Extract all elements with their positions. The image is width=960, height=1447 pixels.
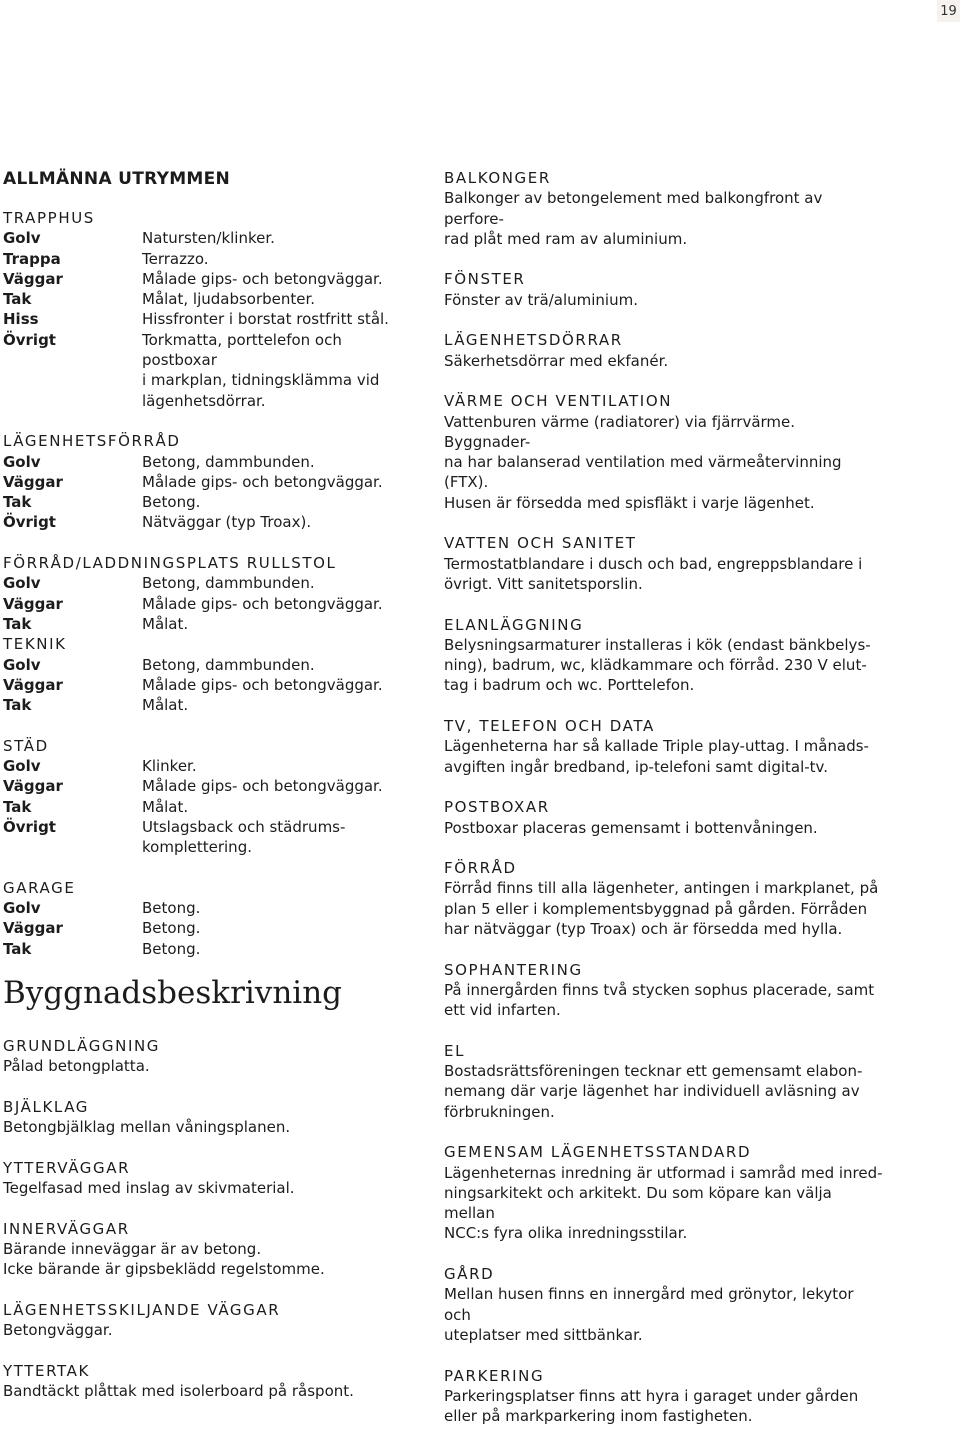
spec-section-elanlaggning xyxy=(444,615,884,696)
section-heading: GÅRD xyxy=(444,1265,495,1284)
bygg-section xyxy=(3,1300,421,1341)
group-trapphus xyxy=(3,208,421,411)
section-text: ning), badrum, wc, klädkammare och förråd. 230 V elut- xyxy=(444,656,867,675)
spec-row xyxy=(3,330,421,411)
section-text: plan 5 eller i komplementsbyggnad på gården. Förråden xyxy=(444,899,868,918)
section-text: Betongväggar. xyxy=(3,1321,113,1340)
section-text: Belysningsarmaturer installeras i kök (endast bänkbelys- xyxy=(444,635,871,654)
section-heading: YTTERTAK xyxy=(3,1361,90,1380)
section-heading: GRUNDLÄGGNING xyxy=(3,1036,161,1055)
spec-row xyxy=(3,512,421,532)
section-heading: INNERVÄGGAR xyxy=(3,1219,130,1238)
section-text: Husen är försedda med spisfläkt i varje lägenhet. xyxy=(444,493,815,512)
spec-section-tv xyxy=(444,716,884,777)
section-text: Förråd finns till alla lägenheter, antingen i markplanet, på xyxy=(444,879,879,898)
section-heading: VATTEN OCH SANITET xyxy=(444,534,637,553)
section-heading: BJÄLKLAG xyxy=(3,1097,90,1116)
section-text: Tegelfasad med inslag av skivmaterial. xyxy=(3,1179,295,1198)
spec-value: Målade gips- och betongväggar. xyxy=(142,472,383,491)
section-text: övrigt. Vitt sanitetsporslin. xyxy=(444,574,643,593)
spec-section-standard xyxy=(444,1142,884,1243)
spec-section-sophantering xyxy=(444,960,884,1021)
spec-key: Golv xyxy=(3,655,41,674)
section-text: har nätväggar (typ Troax) och är försedda med hylla. xyxy=(444,919,843,938)
spec-section-varme xyxy=(444,391,884,513)
group-lagenhetsforrad xyxy=(3,431,421,532)
bygg-section xyxy=(3,1361,421,1402)
spec-key: Golv xyxy=(3,757,41,776)
spec-row xyxy=(3,655,421,675)
spec-key: Golv xyxy=(3,574,41,593)
spec-section-forrad xyxy=(444,858,884,939)
section-heading: EL xyxy=(444,1041,466,1060)
section-heading: PARKERING xyxy=(444,1366,545,1385)
section-text: Bandtäckt plåttak med isolerboard på råspont. xyxy=(3,1382,354,1401)
spec-value: Målat, ljudabsorbenter. xyxy=(142,290,316,309)
group-teknik xyxy=(3,634,421,715)
section-heading: SOPHANTERING xyxy=(444,960,583,979)
spec-value: Betong, dammbunden. xyxy=(142,655,315,674)
spec-key: Övrigt xyxy=(3,330,56,349)
spec-row xyxy=(3,309,421,329)
section-text: na har balanserad ventilation med värmeåtervinning (FTX). xyxy=(444,453,842,492)
spec-value: Målade gips- och betongväggar. xyxy=(142,594,383,613)
spec-value-line: lägenhetsdörrar. xyxy=(142,391,266,410)
spec-key: Väggar xyxy=(3,269,63,288)
section-text: Fönster av trä/aluminium. xyxy=(444,290,638,309)
spec-key: Tak xyxy=(3,493,32,512)
spec-value: Klinker. xyxy=(142,757,197,776)
spec-value: Nätväggar (typ Troax). xyxy=(142,513,312,532)
section-heading: LÄGENHETSSKILJANDE VÄGGAR xyxy=(3,1300,281,1319)
spec-value: Betong, dammbunden. xyxy=(142,452,315,471)
section-text: uteplatser med sittbänkar. xyxy=(444,1325,643,1344)
spec-row xyxy=(3,594,421,614)
spec-key: Tak xyxy=(3,614,32,633)
section-heading: LÄGENHETSDÖRRAR xyxy=(444,331,623,350)
spec-value: Målade gips- och betongväggar. xyxy=(142,675,383,694)
section-title-common-areas: ALLMÄNNA UTRYMMEN xyxy=(3,169,231,189)
section-text: Bostadsrättsföreningen tecknar ett gemensamt elabon- xyxy=(444,1062,863,1081)
spec-value: Betong. xyxy=(142,899,201,918)
section-text: Parkeringsplatser finns att hyra i garaget under gården xyxy=(444,1386,859,1405)
section-heading: POSTBOXAR xyxy=(444,798,550,817)
section-text: Lägenheternas inredning är utformad i samråd med inred- xyxy=(444,1163,883,1182)
section-text: nemang där varje lägenhet har individuell avläsning av xyxy=(444,1082,860,1101)
spec-key: Golv xyxy=(3,229,41,248)
section-text: Lägenheterna har så kallade Triple play-uttag. I månads- xyxy=(444,737,869,756)
spec-value xyxy=(142,330,421,411)
section-text: Betongbjälklag mellan våningsplanen. xyxy=(3,1118,291,1137)
section-heading: YTTERVÄGGAR xyxy=(3,1158,131,1177)
spec-value: Natursten/klinker. xyxy=(142,229,275,248)
group-heading: LÄGENHETSFÖRRÅD xyxy=(3,432,181,451)
spec-value xyxy=(142,817,421,858)
spec-value: Betong, dammbunden. xyxy=(142,574,315,593)
section-text: Termostatblandare i dusch och bad, engreppsblandare i xyxy=(444,554,863,573)
spec-row xyxy=(3,756,421,776)
section-heading: ELANLÄGGNING xyxy=(444,615,584,634)
spec-key: Övrigt xyxy=(3,817,56,836)
spec-value: Målade gips- och betongväggar. xyxy=(142,269,383,288)
spec-value: Betong. xyxy=(142,493,201,512)
section-text: Postboxar placeras gemensamt i bottenvåningen. xyxy=(444,818,818,837)
spec-row xyxy=(3,614,421,634)
group-heading: TEKNIK xyxy=(3,635,67,654)
spec-section-fonster xyxy=(444,269,884,310)
spec-value: Hissfronter i borstat rostfritt stål. xyxy=(142,310,389,329)
section-heading: BALKONGER xyxy=(444,169,551,187)
spec-key: Tak xyxy=(3,939,32,958)
spec-value-line: Utslagsback och städrums- xyxy=(142,817,346,836)
spec-key: Väggar xyxy=(3,777,63,796)
spec-row xyxy=(3,675,421,695)
spec-value: Betong. xyxy=(142,939,201,958)
section-text: eller på markparkering inom fastigheten. xyxy=(444,1407,753,1426)
spec-key: Väggar xyxy=(3,594,63,613)
spec-row xyxy=(3,695,421,715)
spec-section-balkonger xyxy=(444,168,884,249)
bygg-section xyxy=(3,1158,421,1199)
spec-key: Väggar xyxy=(3,472,63,491)
spec-value: Terrazzo. xyxy=(142,249,209,268)
spec-value: Betong. xyxy=(142,919,201,938)
spec-row xyxy=(3,898,421,918)
section-heading: VÄRME OCH VENTILATION xyxy=(444,392,673,411)
spec-key: Golv xyxy=(3,452,41,471)
spec-value-line: i markplan, tidningsklämma vid xyxy=(142,371,380,390)
spec-row xyxy=(3,939,421,959)
spec-section-gard xyxy=(444,1264,884,1345)
spec-key: Väggar xyxy=(3,919,63,938)
spec-section-el xyxy=(444,1041,884,1122)
group-heading: STÄD xyxy=(3,736,49,755)
spec-row xyxy=(3,492,421,512)
spec-key: Tak xyxy=(3,290,32,309)
section-text: På innergården finns två stycken sophus placerade, samt xyxy=(444,980,875,999)
section-text: ett vid infarten. xyxy=(444,1001,561,1020)
group-heading: TRAPPHUS xyxy=(3,209,95,227)
spec-value: Målat. xyxy=(142,614,189,633)
spec-row xyxy=(3,817,421,858)
bygg-section xyxy=(3,1097,421,1138)
spec-row xyxy=(3,776,421,796)
group-stad xyxy=(3,736,421,858)
section-text: Balkonger av betongelement med balkongfront av perfore- xyxy=(444,189,823,228)
spec-key: Tak xyxy=(3,797,32,816)
spec-value: Målat. xyxy=(142,797,189,816)
section-text: förbrukningen. xyxy=(444,1102,555,1121)
group-heading: GARAGE xyxy=(3,878,76,897)
spec-value-line: Torkmatta, porttelefon och postboxar xyxy=(142,330,342,370)
spec-row xyxy=(3,452,421,472)
spec-row xyxy=(3,228,421,248)
section-text: Vattenburen värme (radiatorer) via fjärrvärme. Byggnader- xyxy=(444,412,796,451)
section-text: NCC:s fyra olika inredningsstilar. xyxy=(444,1224,688,1243)
section-text: Säkerhetsdörrar med ekfanér. xyxy=(444,351,669,370)
section-text: avgiften ingår bredband, ip-telefoni samt digital-tv. xyxy=(444,757,829,776)
section-text: Icke bärande är gipsbeklädd regelstomme. xyxy=(3,1260,325,1279)
bygg-section xyxy=(3,1036,421,1077)
right-column xyxy=(444,168,884,1447)
spec-key: Golv xyxy=(3,899,41,918)
section-heading: FÖNSTER xyxy=(444,270,526,289)
section-heading: TV, TELEFON OCH DATA xyxy=(444,717,655,736)
section-heading: GEMENSAM LÄGENHETSSTANDARD xyxy=(444,1143,752,1162)
spec-row xyxy=(3,472,421,492)
left-column xyxy=(3,168,421,1422)
spec-section-lagenhetsdorrar xyxy=(444,330,884,371)
section-text: tag i badrum och wc. Porttelefon. xyxy=(444,676,695,695)
spec-section-vatten xyxy=(444,533,884,594)
section-text: Bärande inneväggar är av betong. xyxy=(3,1239,262,1258)
spec-key: Övrigt xyxy=(3,513,56,532)
bygg-section xyxy=(3,1219,421,1280)
page-number: 19 xyxy=(937,0,960,22)
section-text: ningsarkitekt och arkitekt. Du som köpare kan välja mellan xyxy=(444,1183,832,1223)
spec-key: Väggar xyxy=(3,675,63,694)
building-description-title: Byggnadsbeskrivning xyxy=(3,974,343,1011)
spec-row xyxy=(3,573,421,593)
spec-value: Målade gips- och betongväggar. xyxy=(142,777,383,796)
spec-row xyxy=(3,249,421,269)
section-heading: FÖRRÅD xyxy=(444,859,517,878)
spec-value-line: komplettering. xyxy=(142,838,252,857)
group-heading: FÖRRÅD/LADDNINGSPLATS RULLSTOL xyxy=(3,554,337,573)
spec-section-parkering xyxy=(444,1366,884,1427)
section-text: Mellan husen finns en innergård med grönytor, lekytor och xyxy=(444,1285,854,1324)
spec-section-postboxar xyxy=(444,797,884,838)
group-forrad-laddningsplats xyxy=(3,553,421,634)
section-text: Pålad betongplatta. xyxy=(3,1057,150,1076)
spec-key: Tak xyxy=(3,696,32,715)
group-garage xyxy=(3,878,421,959)
section-text: rad plåt med ram av aluminium. xyxy=(444,229,688,248)
spec-key: Hiss xyxy=(3,310,39,329)
spec-row xyxy=(3,918,421,938)
spec-value: Målat. xyxy=(142,696,189,715)
spec-row xyxy=(3,269,421,289)
spec-row xyxy=(3,797,421,817)
spec-row xyxy=(3,289,421,309)
spec-key: Trappa xyxy=(3,249,61,268)
